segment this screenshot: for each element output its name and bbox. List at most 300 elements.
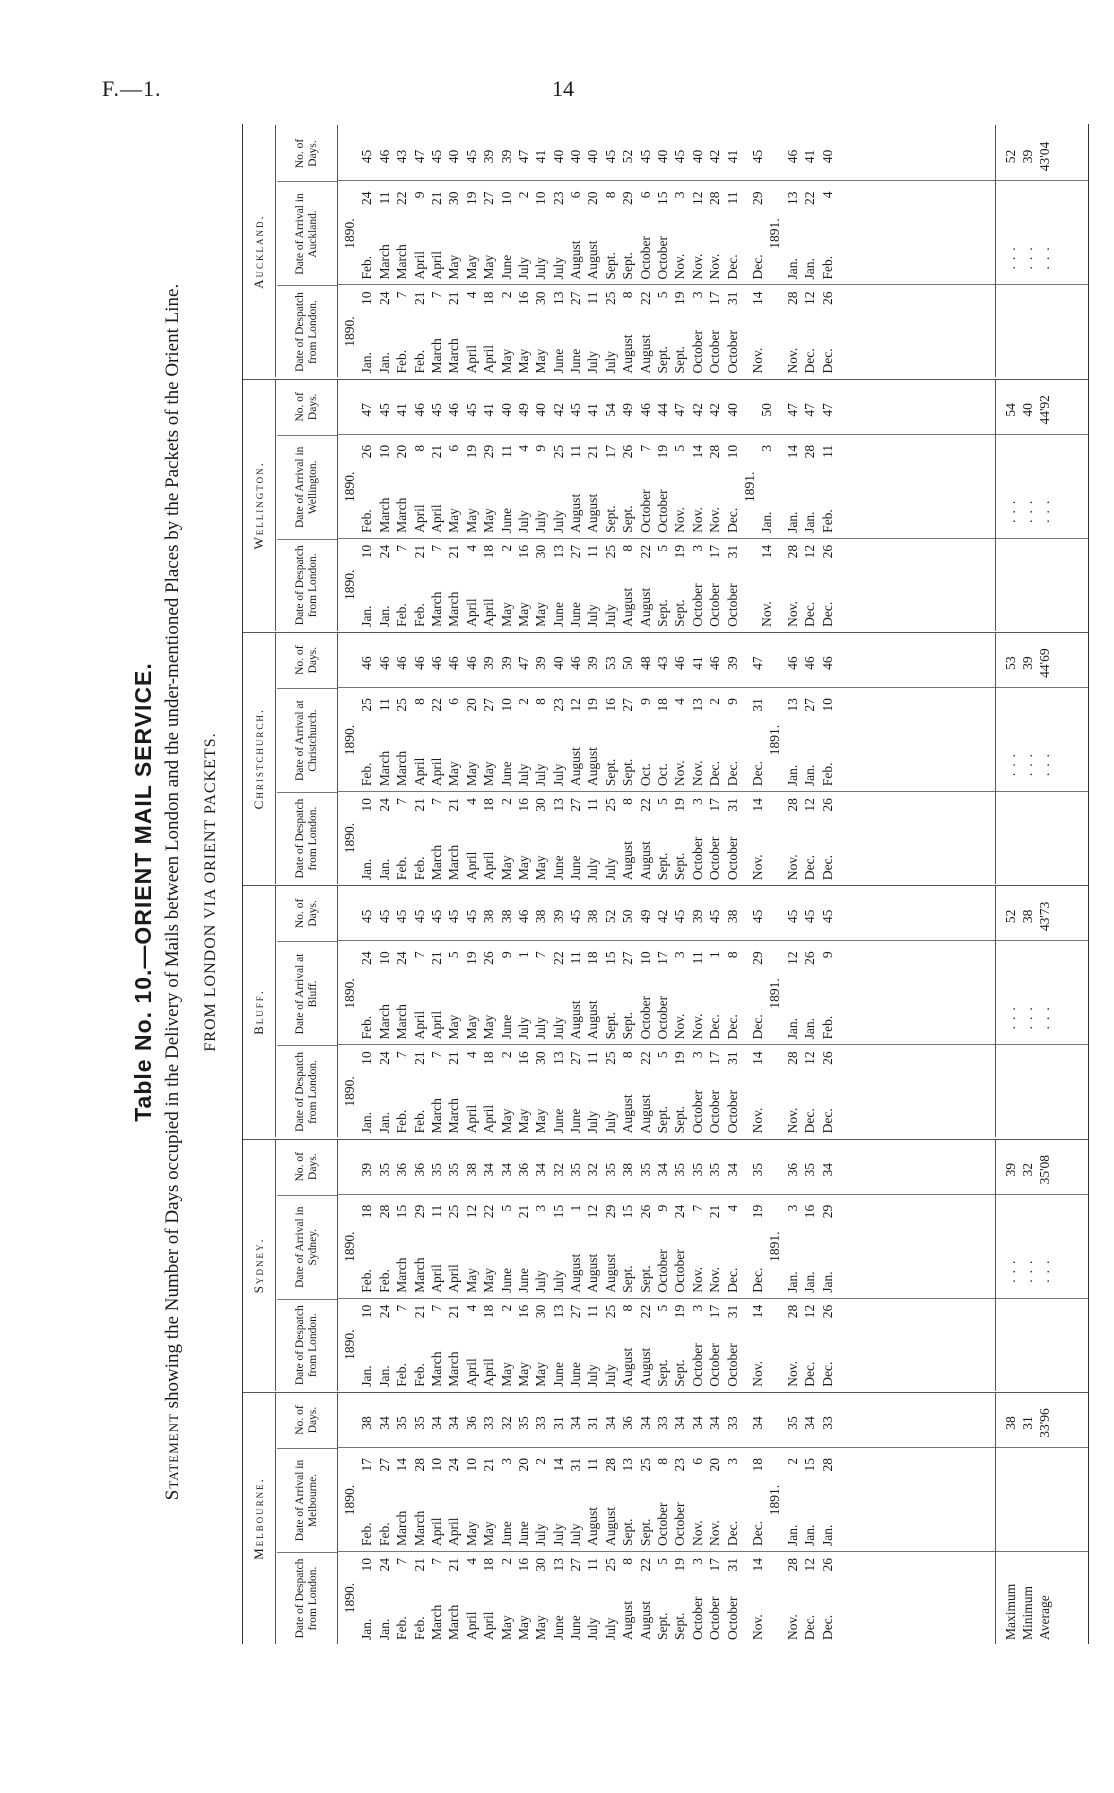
- days-count: 38: [498, 909, 514, 924]
- arrival-month: Feb.: [819, 1015, 835, 1040]
- despatch-month: April: [481, 345, 497, 374]
- stat-label: Maximum: [1003, 1583, 1018, 1640]
- despatch-day: 24: [376, 1558, 392, 1572]
- despatch-month: June: [550, 348, 566, 374]
- arrival-day: 22: [394, 191, 410, 205]
- arrival-month: Nov.: [707, 1520, 723, 1546]
- arrival-month: March: [376, 750, 392, 787]
- arrival-year: 1890.: [342, 724, 357, 756]
- stats-row: [1019, 126, 1036, 378]
- days-count: 35: [602, 1162, 618, 1177]
- table-row: [393, 380, 410, 631]
- table-row: [654, 1140, 671, 1391]
- despatch-month: May: [515, 1108, 531, 1134]
- days-count: 34: [707, 1416, 723, 1430]
- arrival-month: Nov.: [689, 253, 705, 280]
- arrival-day: 4: [672, 698, 688, 705]
- despatch-day: 25: [602, 291, 618, 305]
- days-count: 45: [376, 909, 392, 924]
- arrival-day: 18: [359, 1204, 375, 1219]
- days-count: 33: [819, 1416, 835, 1430]
- col-header-days: No. of Days.: [294, 898, 319, 929]
- arrival-day: 28: [376, 1204, 392, 1219]
- despatch-month: March: [446, 338, 462, 374]
- despatch-month: May: [533, 602, 549, 627]
- arrival-month: Feb.: [376, 1269, 392, 1293]
- stat-value: 39: [1003, 1162, 1018, 1177]
- despatch-month: August: [620, 841, 636, 881]
- arrival-day: 25: [446, 1204, 462, 1219]
- header-rule: [337, 1393, 338, 1644]
- despatch-month: March: [446, 1351, 462, 1387]
- arrival-month: May: [463, 254, 479, 280]
- arrival-day: 26: [637, 1204, 653, 1219]
- days-count: 40: [724, 403, 740, 417]
- days-count: 49: [515, 403, 531, 417]
- despatch-day: 3: [689, 1304, 705, 1312]
- arrival-day: 24: [394, 951, 410, 965]
- arrival-month: March: [411, 1257, 427, 1293]
- stat-dots: ...: [1037, 747, 1052, 777]
- table-row: [358, 1393, 375, 1644]
- arrival-month: June: [498, 1521, 514, 1546]
- despatch-month: June: [550, 1108, 566, 1134]
- despatch-month: May: [515, 855, 531, 881]
- stat-value: 52: [1003, 909, 1018, 924]
- arrival-month: June: [515, 1267, 531, 1293]
- despatch-day: 30: [533, 1304, 549, 1319]
- arrival-month: Feb.: [376, 1522, 392, 1546]
- despatch-month: October: [724, 836, 740, 881]
- table-row: [784, 126, 801, 378]
- days-count: 40: [568, 149, 584, 164]
- arrival-day: 29: [620, 191, 636, 205]
- arrival-day: 8: [411, 698, 427, 705]
- despatch-month: Dec.: [802, 348, 818, 374]
- table-row: [358, 126, 375, 378]
- arrival-month: May: [463, 1014, 479, 1040]
- despatch-day: 22: [637, 798, 653, 812]
- despatch-day: 16: [515, 291, 531, 305]
- despatch-month: July: [602, 350, 618, 374]
- despatch-day: 13: [550, 291, 566, 305]
- arrival-month: April: [446, 1264, 462, 1293]
- destination-group: [243, 1392, 1088, 1644]
- despatch-day: 16: [515, 1051, 531, 1065]
- days-count: 40: [689, 149, 705, 164]
- arrival-day: 11: [376, 191, 392, 205]
- group-rule: [275, 380, 276, 631]
- days-count: 38: [481, 909, 497, 924]
- arrival-month: Sept.: [602, 505, 618, 533]
- table-row: [619, 633, 636, 884]
- despatch-month: October: [707, 583, 723, 627]
- arrival-month: Sept.: [620, 1265, 636, 1293]
- arrival-day: 29: [749, 951, 765, 965]
- arrival-day: 21: [707, 1204, 723, 1219]
- days-count: 34: [802, 1416, 818, 1430]
- arrival-month: Jan.: [819, 1271, 835, 1293]
- arrival-month: August: [568, 240, 584, 280]
- arrival-month: Dec.: [749, 761, 765, 787]
- arrival-month: July: [515, 256, 531, 280]
- despatch-month: Sept.: [655, 1359, 671, 1387]
- days-count: 47: [359, 403, 375, 417]
- arrival-day: 9: [724, 698, 740, 705]
- despatch-month: April: [481, 598, 497, 627]
- table-row: [550, 126, 567, 378]
- despatch-month: Feb.: [411, 349, 427, 374]
- days-count: 38: [359, 1416, 375, 1430]
- days-count: 45: [749, 909, 765, 924]
- stats-block: [995, 633, 1053, 884]
- days-count: 47: [515, 656, 531, 670]
- stats-block: [995, 1393, 1053, 1644]
- arrival-day: 8: [655, 1458, 671, 1465]
- arrival-day: 22: [428, 698, 444, 712]
- arrival-day: 25: [550, 444, 566, 459]
- arrival-month: May: [446, 508, 462, 533]
- arrival-month: Dec.: [724, 1520, 740, 1546]
- arrival-month: Jan.: [784, 1018, 800, 1040]
- destination-name: Christchurch.: [251, 707, 266, 810]
- despatch-month: June: [568, 348, 584, 374]
- stat-dots: ...: [1003, 747, 1018, 777]
- despatch-day: 21: [446, 544, 462, 559]
- despatch-day: 3: [689, 1558, 705, 1565]
- arrival-day: 30: [446, 191, 462, 205]
- stat-value: 31: [1020, 1416, 1035, 1430]
- despatch-month: May: [533, 1361, 549, 1387]
- stat-dots: ...: [1003, 241, 1018, 270]
- despatch-month: July: [602, 1110, 618, 1134]
- despatch-month: Sept.: [655, 852, 671, 881]
- arrival-month: Feb.: [359, 1522, 375, 1546]
- destination-name: Sydney.: [251, 1237, 266, 1294]
- table-row: [463, 1140, 480, 1391]
- arrival-day: 10: [819, 698, 835, 712]
- despatch-day: 25: [602, 544, 618, 559]
- despatch-day: 8: [620, 1558, 636, 1565]
- header-rule: [337, 380, 338, 631]
- arrival-day: 2: [515, 191, 531, 199]
- despatch-month: October: [707, 1596, 723, 1640]
- arrival-day: 8: [411, 444, 427, 452]
- table-row: [567, 1393, 584, 1644]
- despatch-day: 17: [707, 1558, 723, 1572]
- arrival-month: March: [376, 1004, 392, 1040]
- table-row: [498, 1393, 515, 1644]
- table-row: [358, 1140, 375, 1391]
- days-count: 46: [784, 656, 800, 670]
- days-count: 50: [620, 909, 636, 924]
- arrival-year: 1891.: [767, 1231, 783, 1262]
- despatch-month: April: [481, 1611, 497, 1640]
- despatch-month: Dec.: [819, 1108, 835, 1134]
- despatch-day: 11: [585, 544, 601, 558]
- days-count: 32: [498, 1416, 514, 1430]
- arrival-day: 5: [498, 1204, 514, 1212]
- days-count: 46: [568, 656, 584, 670]
- col-header-despatch: Date of Despatch from London.: [277, 286, 337, 378]
- arrival-day: 9: [655, 1204, 671, 1212]
- days-count: 46: [428, 656, 444, 670]
- despatch-day: 18: [481, 1051, 497, 1065]
- table-row: [567, 886, 584, 1137]
- despatch-month: June: [568, 1361, 584, 1387]
- table-row: [784, 1393, 801, 1644]
- destination-name: Bluff.: [251, 988, 266, 1035]
- stat-value: 53: [1003, 656, 1018, 670]
- arrival-day: 14: [784, 444, 800, 459]
- table-row: [749, 126, 766, 378]
- table-row: [637, 126, 654, 378]
- table-row: [801, 126, 818, 378]
- days-count: 45: [707, 909, 723, 924]
- despatch-month: March: [428, 1604, 444, 1640]
- table-row: [411, 633, 428, 884]
- table-row: [602, 1140, 619, 1391]
- stat-dots: ...: [1020, 1254, 1035, 1283]
- days-count: 50: [759, 403, 775, 417]
- despatch-month: August: [620, 587, 636, 627]
- despatch-month: Jan.: [359, 1618, 375, 1640]
- despatch-day: 24: [376, 1051, 392, 1065]
- table-row: [584, 886, 601, 1137]
- table-row: [480, 886, 497, 1137]
- arrival-month: Jan.: [802, 1524, 818, 1546]
- days-count: 35: [446, 1162, 462, 1177]
- despatch-month: Jan.: [359, 1365, 375, 1387]
- arrival-month: July: [533, 1270, 549, 1293]
- despatch-month: Jan.: [376, 605, 392, 627]
- arrival-day: 17: [359, 1458, 375, 1472]
- despatch-month: Sept.: [672, 852, 688, 881]
- despatch-month: June: [568, 1108, 584, 1134]
- despatch-day: 3: [689, 798, 705, 805]
- table-row: [532, 380, 549, 631]
- stat-value: 33'96: [1037, 1408, 1052, 1438]
- table-row: [498, 126, 515, 378]
- arrival-day: 11: [568, 444, 584, 458]
- days-count: 39: [481, 656, 497, 670]
- table-row: [358, 380, 375, 631]
- table-row: [671, 633, 688, 884]
- arrival-day: 3: [759, 444, 775, 452]
- arrival-day: 9: [533, 444, 549, 452]
- days-count: 39: [359, 1162, 375, 1177]
- stat-value: 43'73: [1037, 901, 1052, 932]
- days-count: 35: [394, 1416, 410, 1430]
- stat-label: Minimum: [1020, 1585, 1035, 1640]
- despatch-month: Feb.: [394, 856, 410, 881]
- despatch-day: 10: [359, 798, 375, 812]
- days-count: 39: [550, 909, 566, 924]
- arrival-day: 26: [620, 444, 636, 459]
- despatch-month: Jan.: [376, 858, 392, 881]
- despatch-month: May: [533, 348, 549, 374]
- arrival-day: 14: [394, 1458, 410, 1472]
- col-header-despatch: Date of Despatch from London.: [277, 539, 337, 631]
- table-row: [463, 380, 480, 631]
- arrival-day: 23: [672, 1458, 688, 1472]
- arrival-month: Jan.: [784, 1271, 800, 1293]
- despatch-month: Nov.: [784, 347, 800, 374]
- despatch-day: 5: [655, 291, 671, 299]
- despatch-month: Sept.: [655, 599, 671, 627]
- table-row: [706, 126, 723, 378]
- despatch-month: August: [637, 1600, 653, 1640]
- table-row: [411, 126, 428, 378]
- despatch-day: 11: [585, 1051, 601, 1065]
- group-body: [341, 633, 836, 884]
- despatch-month: October: [724, 330, 740, 374]
- days-count: 45: [672, 149, 688, 164]
- col-header-days: No. of Days.: [294, 1152, 319, 1182]
- table-row: [671, 380, 688, 631]
- despatch-month: Sept.: [672, 346, 688, 374]
- arrival-month: Sept.: [620, 1518, 636, 1546]
- stats-row: [1036, 633, 1053, 884]
- arrival-day: 7: [533, 951, 549, 959]
- arrival-day: 11: [428, 1204, 444, 1218]
- arrival-day: 31: [568, 1458, 584, 1472]
- stats-row: [1002, 380, 1019, 631]
- arrival-month: Nov.: [672, 507, 688, 533]
- despatch-month: May: [498, 1615, 514, 1640]
- arrival-month: Jan.: [784, 258, 800, 280]
- arrival-month: April: [428, 1517, 444, 1546]
- arrival-day: 8: [602, 191, 618, 199]
- arrival-day: 28: [411, 1458, 427, 1472]
- year-row: [341, 1393, 358, 1644]
- arrival-day: 25: [637, 1458, 653, 1472]
- days-count: 42: [707, 149, 723, 164]
- arrival-day: 6: [446, 698, 462, 705]
- despatch-day: 11: [585, 291, 601, 305]
- stat-value: 38: [1003, 1416, 1018, 1430]
- arrival-day: 9: [498, 951, 514, 959]
- despatch-month: Jan.: [359, 605, 375, 627]
- arrival-day: 21: [585, 444, 601, 459]
- days-count: 34: [749, 1416, 765, 1430]
- table-row: [428, 1140, 445, 1391]
- subtitle-prefix: Statement: [162, 1413, 183, 1501]
- despatch-day: 7: [394, 1558, 410, 1565]
- days-count: 40: [446, 149, 462, 164]
- table-row: [428, 1393, 445, 1644]
- despatch-month: August: [637, 587, 653, 627]
- arrival-day: 11: [819, 444, 835, 458]
- days-count: 45: [428, 909, 444, 924]
- arrival-month: July: [515, 763, 531, 787]
- days-count: 42: [550, 403, 566, 417]
- table-row: [819, 1393, 836, 1644]
- days-count: 36: [784, 1162, 800, 1177]
- group-rule: [275, 633, 276, 884]
- arrival-day: 14: [550, 1458, 566, 1472]
- days-count: 43: [655, 656, 671, 670]
- despatch-day: 2: [498, 1304, 514, 1312]
- arrival-day: 9: [411, 191, 427, 199]
- group-body: [341, 126, 836, 378]
- arrival-day: 1: [707, 951, 723, 959]
- despatch-month: June: [568, 1615, 584, 1640]
- despatch-day: 13: [550, 1051, 566, 1065]
- arrival-day: 20: [515, 1458, 531, 1472]
- table-row: [463, 126, 480, 378]
- arrival-month: Nov.: [707, 253, 723, 280]
- stat-dots: ...: [1003, 494, 1018, 523]
- despatch-day: 7: [394, 291, 410, 299]
- days-count: 41: [533, 149, 549, 164]
- days-count: 31: [550, 1416, 566, 1430]
- stat-value: 38: [1020, 909, 1035, 924]
- table-row: [584, 1140, 601, 1391]
- stat-value: 44'92: [1037, 395, 1052, 425]
- despatch-month: July: [602, 604, 618, 627]
- despatch-day: 7: [394, 544, 410, 552]
- arrival-month: Sept.: [620, 252, 636, 280]
- days-count: 34: [428, 1416, 444, 1430]
- table-row: [550, 633, 567, 884]
- despatch-month: Feb.: [411, 856, 427, 881]
- table-row: [637, 633, 654, 884]
- table-row: [654, 380, 671, 631]
- despatch-month: Nov.: [784, 1107, 800, 1134]
- despatch-month: July: [585, 1364, 601, 1387]
- despatch-day: 19: [672, 1558, 688, 1572]
- table-row: [445, 126, 462, 378]
- year-row: [766, 1140, 783, 1391]
- despatch-day: 17: [707, 1051, 723, 1065]
- arrival-day: 28: [707, 444, 723, 459]
- stat-dots: ...: [1020, 241, 1035, 270]
- arrival-month: August: [585, 747, 601, 787]
- despatch-month: May: [533, 1108, 549, 1134]
- days-count: 41: [585, 403, 601, 417]
- arrival-month: Dec.: [749, 1014, 765, 1040]
- table-row: [654, 633, 671, 884]
- arrival-day: 19: [463, 444, 479, 459]
- year-row: [766, 1393, 783, 1644]
- arrival-day: 9: [637, 698, 653, 705]
- despatch-month: Sept.: [672, 599, 688, 627]
- arrival-month: April: [411, 504, 427, 533]
- table-row: [584, 1393, 601, 1644]
- arrival-year: 1891.: [767, 978, 783, 1009]
- arrival-month: March: [394, 1004, 410, 1040]
- days-count: 47: [802, 403, 818, 417]
- table-row: [619, 886, 636, 1137]
- table-via-heading: FROM LONDON VIA ORIENT PACKETS.: [202, 732, 219, 1052]
- stat-dots: ...: [1003, 1254, 1018, 1283]
- arrival-day: 24: [672, 1204, 688, 1219]
- table-row: [515, 1140, 532, 1391]
- arrival-month: May: [446, 761, 462, 787]
- despatch-day: 4: [463, 798, 479, 805]
- arrival-day: 19: [655, 444, 671, 459]
- arrival-month: March: [394, 750, 410, 787]
- arrival-month: April: [428, 1264, 444, 1293]
- despatch-day: 30: [533, 1051, 549, 1065]
- despatch-day: 5: [655, 1304, 671, 1312]
- arrival-day: 12: [585, 1204, 601, 1219]
- despatch-month: June: [550, 1361, 566, 1387]
- despatch-month: Sept.: [655, 346, 671, 374]
- arrival-month: Oct.: [655, 763, 671, 787]
- days-count: 54: [602, 403, 618, 417]
